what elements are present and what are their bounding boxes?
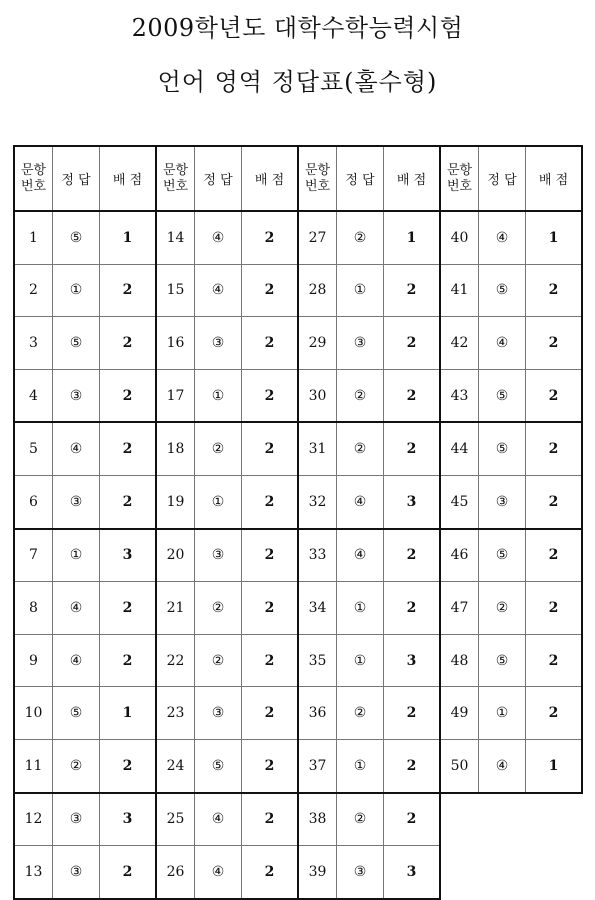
answer-value: ⑤ (53, 317, 100, 370)
question-number: 16 (156, 317, 195, 370)
question-number: 21 (156, 582, 195, 635)
points-value: 1 (100, 211, 157, 264)
points-value: 2 (526, 317, 583, 370)
points-value: 2 (242, 687, 299, 740)
answer-value: ② (195, 634, 242, 687)
answer-value: ③ (53, 793, 100, 846)
empty-cell (440, 793, 582, 846)
answer-value: ① (53, 529, 100, 582)
table-row (14, 211, 582, 264)
points-value: 2 (526, 264, 583, 317)
header-question-number (298, 146, 337, 211)
empty-cell (440, 846, 582, 899)
question-number: 30 (298, 369, 337, 422)
header-points: 배 점 (384, 146, 441, 211)
question-number: 15 (156, 264, 195, 317)
question-number: 12 (14, 793, 53, 846)
question-number: 37 (298, 739, 337, 792)
answer-value: ⑤ (479, 634, 526, 687)
question-number: 26 (156, 846, 195, 899)
answer-value: ② (337, 793, 384, 846)
question-number: 34 (298, 582, 337, 635)
points-value: 1 (100, 687, 157, 740)
question-number: 41 (440, 264, 479, 317)
header-answer: 정 답 (195, 146, 242, 211)
points-value: 2 (242, 211, 299, 264)
answer-value: ② (195, 422, 242, 475)
points-value: 3 (384, 634, 441, 687)
table-row (14, 475, 582, 528)
points-value: 2 (242, 475, 299, 528)
answer-value: ③ (53, 369, 100, 422)
question-number: 29 (298, 317, 337, 370)
points-value: 1 (526, 211, 583, 264)
question-number: 33 (298, 529, 337, 582)
question-number: 18 (156, 422, 195, 475)
answer-value: ① (195, 475, 242, 528)
question-number: 11 (14, 739, 53, 792)
question-number: 8 (14, 582, 53, 635)
header-question-number-line: 번호 (162, 178, 189, 194)
question-number: 47 (440, 582, 479, 635)
table-row (14, 529, 582, 582)
answer-value: ③ (195, 687, 242, 740)
points-value: 2 (526, 369, 583, 422)
page-subtitle: 언어 영역 정답표(홀수형) (157, 68, 438, 96)
answer-value: ④ (53, 422, 100, 475)
answer-value: ③ (195, 317, 242, 370)
points-value: 2 (526, 582, 583, 635)
question-number: 50 (440, 739, 479, 792)
answer-value: ③ (53, 846, 100, 899)
points-value: 2 (242, 793, 299, 846)
answer-value: ④ (195, 846, 242, 899)
header-row (14, 146, 582, 211)
header-points: 배 점 (526, 146, 583, 211)
points-value: 2 (100, 264, 157, 317)
header-question-number (14, 146, 53, 211)
answer-value: ③ (337, 317, 384, 370)
answer-value: ③ (337, 846, 384, 899)
answer-value: ⑤ (479, 529, 526, 582)
header-question-number-line: 번호 (304, 178, 331, 194)
answer-value: ③ (53, 475, 100, 528)
points-value: 3 (384, 475, 441, 528)
answer-value: ② (53, 739, 100, 792)
question-number: 13 (14, 846, 53, 899)
answer-value: ⑤ (479, 369, 526, 422)
header-question-number-line: 문항 (162, 162, 189, 178)
answer-value: ⑤ (479, 422, 526, 475)
answer-value: ② (337, 369, 384, 422)
points-value: 2 (100, 582, 157, 635)
points-value: 2 (100, 846, 157, 899)
points-value: 2 (100, 475, 157, 528)
header-question-number-line: 문항 (446, 162, 473, 178)
points-value: 2 (384, 317, 441, 370)
answer-value: ④ (53, 634, 100, 687)
table-row (14, 369, 582, 422)
table-row (14, 582, 582, 635)
answer-value: ① (53, 264, 100, 317)
question-number: 4 (14, 369, 53, 422)
points-value: 2 (384, 793, 441, 846)
question-number: 49 (440, 687, 479, 740)
points-value: 2 (242, 739, 299, 792)
question-number: 5 (14, 422, 53, 475)
points-value: 2 (384, 582, 441, 635)
answer-value: ④ (479, 739, 526, 792)
question-number: 38 (298, 793, 337, 846)
points-value: 2 (526, 687, 583, 740)
points-value: 2 (526, 422, 583, 475)
points-value: 2 (242, 846, 299, 899)
header-question-number (156, 146, 195, 211)
points-value: 2 (242, 582, 299, 635)
question-number: 31 (298, 422, 337, 475)
answer-value: ④ (53, 582, 100, 635)
answer-value: ⑤ (53, 211, 100, 264)
answer-value: ⑤ (195, 739, 242, 792)
question-number: 48 (440, 634, 479, 687)
answer-table (13, 145, 583, 900)
header-points: 배 점 (242, 146, 299, 211)
answer-value: ⑤ (479, 264, 526, 317)
points-value: 3 (100, 529, 157, 582)
answer-value: ③ (195, 529, 242, 582)
header-question-number-line: 문항 (304, 162, 331, 178)
points-value: 1 (384, 211, 441, 264)
points-value: 3 (384, 846, 441, 899)
answer-value: ② (337, 687, 384, 740)
question-number: 44 (440, 422, 479, 475)
header-answer: 정 답 (53, 146, 100, 211)
question-number: 6 (14, 475, 53, 528)
table-row (14, 634, 582, 687)
points-value: 2 (242, 422, 299, 475)
answer-value: ① (195, 369, 242, 422)
answer-value: ④ (195, 264, 242, 317)
question-number: 9 (14, 634, 53, 687)
points-value: 2 (526, 529, 583, 582)
header-question-number-line: 번호 (446, 178, 473, 194)
answer-value: ④ (337, 475, 384, 528)
answer-value: ④ (195, 793, 242, 846)
question-number: 39 (298, 846, 337, 899)
points-value: 2 (384, 369, 441, 422)
answer-table-body (14, 146, 582, 899)
answer-value: ② (337, 211, 384, 264)
points-value: 2 (242, 264, 299, 317)
question-number: 2 (14, 264, 53, 317)
header-question-number-line: 번호 (20, 178, 47, 194)
points-value: 2 (100, 317, 157, 370)
answer-value: ① (479, 687, 526, 740)
points-value: 2 (384, 739, 441, 792)
points-value: 2 (100, 739, 157, 792)
points-value: 2 (384, 529, 441, 582)
page-title: 2009학년도 대학수학능력시험 (131, 14, 464, 42)
header-answer: 정 답 (337, 146, 384, 211)
points-value: 3 (100, 793, 157, 846)
table-row (14, 739, 582, 792)
answer-value: ① (337, 264, 384, 317)
points-value: 2 (526, 475, 583, 528)
question-number: 46 (440, 529, 479, 582)
question-number: 25 (156, 793, 195, 846)
table-row (14, 264, 582, 317)
answer-value: ① (337, 739, 384, 792)
answer-value: ② (195, 582, 242, 635)
question-number: 45 (440, 475, 479, 528)
question-number: 7 (14, 529, 53, 582)
points-value: 2 (384, 422, 441, 475)
points-value: 2 (384, 687, 441, 740)
answer-value: ④ (479, 211, 526, 264)
question-number: 32 (298, 475, 337, 528)
answer-value: ③ (479, 475, 526, 528)
table-row (14, 687, 582, 740)
header-question-number-line: 문항 (20, 162, 47, 178)
header-question-number (440, 146, 479, 211)
table-row (14, 422, 582, 475)
answer-value: ① (337, 582, 384, 635)
points-value: 1 (526, 739, 583, 792)
points-value: 2 (242, 529, 299, 582)
question-number: 40 (440, 211, 479, 264)
question-number: 10 (14, 687, 53, 740)
points-value: 2 (100, 369, 157, 422)
question-number: 19 (156, 475, 195, 528)
question-number: 35 (298, 634, 337, 687)
question-number: 28 (298, 264, 337, 317)
question-number: 1 (14, 211, 53, 264)
table-row (14, 317, 582, 370)
question-number: 3 (14, 317, 53, 370)
points-value: 2 (384, 264, 441, 317)
question-number: 42 (440, 317, 479, 370)
answer-value: ④ (479, 317, 526, 370)
question-number: 36 (298, 687, 337, 740)
points-value: 2 (100, 634, 157, 687)
points-value: 2 (242, 634, 299, 687)
answer-value: ① (337, 634, 384, 687)
table-row (14, 846, 582, 899)
question-number: 20 (156, 529, 195, 582)
question-number: 27 (298, 211, 337, 264)
answer-value: ④ (337, 529, 384, 582)
answer-value: ② (479, 582, 526, 635)
table-row (14, 793, 582, 846)
header-answer: 정 답 (479, 146, 526, 211)
answer-value: ② (337, 422, 384, 475)
header-points: 배 점 (100, 146, 157, 211)
answer-value: ⑤ (53, 687, 100, 740)
question-number: 43 (440, 369, 479, 422)
question-number: 14 (156, 211, 195, 264)
question-number: 17 (156, 369, 195, 422)
points-value: 2 (242, 369, 299, 422)
question-number: 23 (156, 687, 195, 740)
answer-value: ④ (195, 211, 242, 264)
points-value: 2 (100, 422, 157, 475)
points-value: 2 (242, 317, 299, 370)
points-value: 2 (526, 634, 583, 687)
question-number: 24 (156, 739, 195, 792)
question-number: 22 (156, 634, 195, 687)
